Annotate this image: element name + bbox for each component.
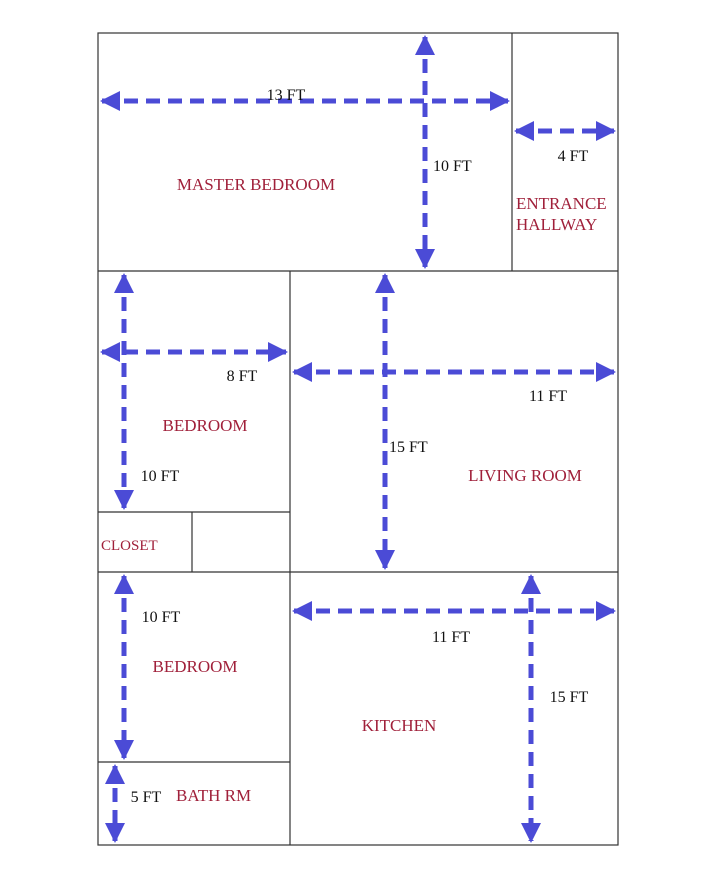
dim-bedroom-2-depth: 10 FT bbox=[141, 609, 181, 626]
label-entrance-hallway-line1: ENTRANCE bbox=[516, 194, 607, 213]
label-living-room: LIVING ROOM bbox=[468, 466, 582, 485]
dimension-arrows bbox=[102, 37, 614, 841]
dim-kitchen-width: 11 FT bbox=[431, 629, 471, 646]
dim-master-bedroom-width: 13 FT bbox=[266, 87, 306, 104]
label-bath-room: BATH RM bbox=[176, 786, 252, 805]
label-bedroom-2: BEDROOM bbox=[152, 657, 238, 676]
dim-living-room-width: 11 FT bbox=[528, 388, 568, 405]
label-kitchen: KITCHEN bbox=[361, 716, 437, 735]
outer-wall bbox=[98, 33, 618, 845]
label-bedroom-1: BEDROOM bbox=[162, 416, 248, 435]
label-entrance-hallway-line2: HALLWAY bbox=[516, 215, 598, 234]
dim-master-bedroom-depth: 10 FT bbox=[433, 158, 472, 175]
dim-bedroom-1-width: 8 FT bbox=[226, 368, 258, 385]
dim-bedroom-1-depth: 10 FT bbox=[140, 468, 180, 485]
dim-living-room-depth: 15 FT bbox=[389, 439, 428, 456]
dim-kitchen-depth: 15 FT bbox=[549, 689, 589, 706]
label-closet: CLOSET bbox=[101, 538, 158, 554]
walls bbox=[98, 33, 618, 845]
label-master-bedroom: MASTER BEDROOM bbox=[176, 175, 336, 194]
dim-hallway-width: 4 FT bbox=[557, 148, 589, 165]
dim-bath-room-depth: 5 FT bbox=[130, 789, 162, 806]
